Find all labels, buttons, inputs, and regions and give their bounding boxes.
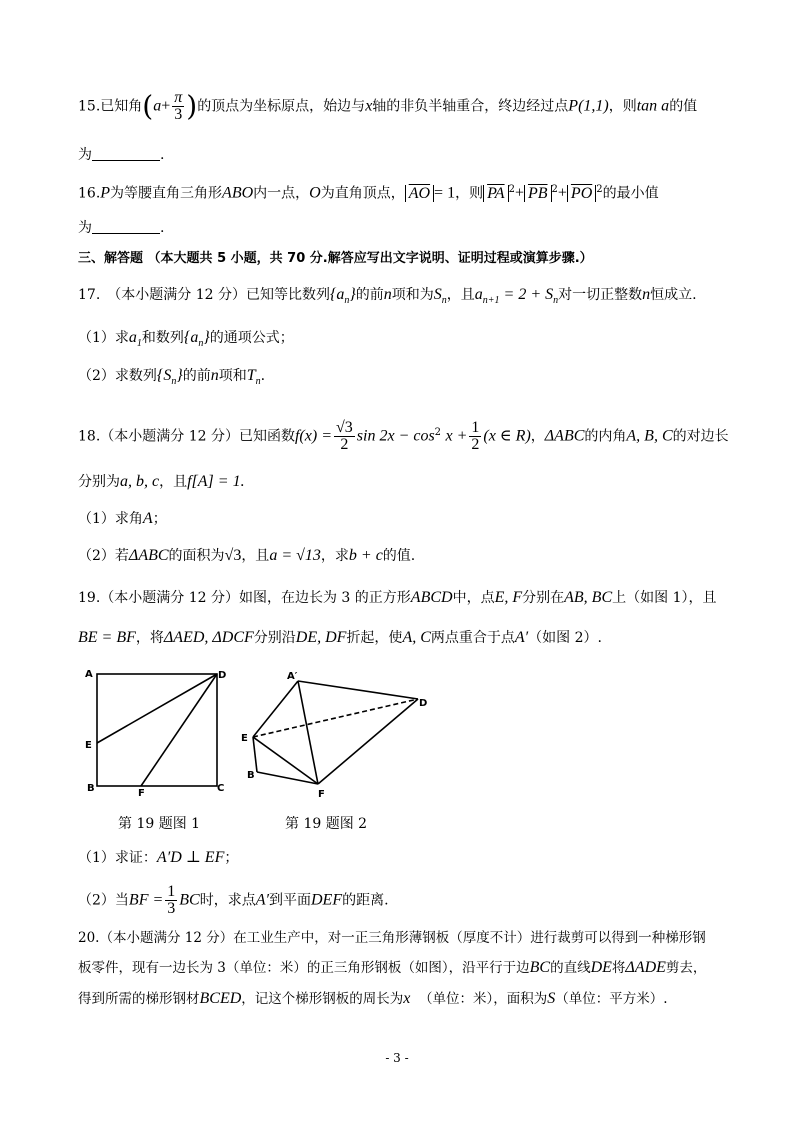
- q18-text: 的面积为: [168, 548, 225, 564]
- q18-text: ，求: [320, 548, 349, 564]
- q18-p1: （1）求角: [78, 511, 143, 527]
- frac-num: 1: [167, 883, 176, 900]
- vec-AO: $\overline{AO}$: [408, 184, 431, 202]
- label-E: E: [241, 733, 248, 744]
- q19-text: 分别在: [522, 590, 565, 606]
- q18-bc: b + c: [348, 547, 383, 564]
- label-Ap: A′: [287, 671, 298, 682]
- q20-text: 的直线: [550, 960, 591, 976]
- paren-close: ): [186, 89, 198, 123]
- t: }: [203, 329, 210, 346]
- sq: 2: [508, 184, 515, 195]
- vec-PA: $\overline{PA}$: [487, 184, 505, 202]
- q20-text: 将: [611, 960, 626, 976]
- q15-text: 已知角: [100, 98, 143, 115]
- q19-fig2-caption: 第 19 题图 2: [285, 816, 368, 832]
- q19-text: ，将: [135, 630, 164, 646]
- frac-num: √3: [335, 419, 353, 436]
- frac-den: 3: [174, 106, 183, 123]
- t: T: [246, 367, 256, 384]
- q19-part1: [78, 848, 238, 868]
- q19-text: 上（如图 1），且: [612, 590, 717, 606]
- q20-line1: 20.（本小题满分 12 分）在工业生产中，对一正三角形薄钢板（厚度不计）进行裁剪可以得到一种梯形钢: [78, 930, 706, 946]
- section-note: （本大题共 5 小题，共 70 分.解答应写出文字说明、证明过程或演算步骤.）: [147, 251, 593, 266]
- q17-text: 的前: [355, 287, 384, 303]
- q15-line1: [78, 90, 697, 123]
- q20-DE: DE: [590, 959, 612, 976]
- q15-text: .: [160, 147, 165, 163]
- q15-text: 的值: [669, 98, 698, 115]
- label-F: F: [138, 788, 145, 796]
- q16-answer-blank[interactable]: [92, 219, 160, 234]
- q18-text: ，且: [159, 474, 188, 490]
- segment-EB: [253, 737, 257, 772]
- q18-text: （2）若: [78, 548, 129, 564]
- q17-an: [329, 286, 356, 307]
- t: n: [255, 376, 261, 388]
- q15-point-P: P(1,1): [568, 97, 609, 115]
- q18-part2: [78, 546, 415, 566]
- q17-text: ，且: [446, 287, 475, 303]
- t: }: [176, 367, 183, 384]
- q18-ABC: A, B, C: [626, 427, 673, 445]
- q16-eq: = 1: [434, 184, 456, 202]
- q18-line1: [78, 420, 729, 453]
- q18-text: 分别为: [78, 474, 120, 490]
- q17-p1b: 和数列: [141, 330, 184, 346]
- segment-ApF: [298, 681, 318, 784]
- q17-line1: [78, 285, 697, 311]
- q18-fx: f(x) =: [294, 427, 332, 445]
- q19-Ap: A′: [514, 629, 529, 646]
- q20-BC: BC: [529, 959, 551, 976]
- q16-text: ，则: [455, 185, 484, 202]
- q20-text: 剪去，: [665, 960, 707, 976]
- q20-text: （单位：平方米）.: [555, 991, 668, 1007]
- label-F: F: [318, 789, 325, 800]
- frac-num: 1: [471, 419, 480, 436]
- q18-A: A: [142, 510, 153, 527]
- sq: 2: [596, 184, 603, 195]
- q19-DEDF: DE, DF: [295, 629, 347, 646]
- q18-text: 的内角: [584, 428, 627, 445]
- vec-PO: $\overline{PO}$: [570, 184, 593, 202]
- plus: +: [514, 184, 524, 202]
- label-D: D: [419, 698, 428, 709]
- q19-BC: BC: [179, 891, 200, 909]
- q19-text: 折起，使: [346, 630, 403, 646]
- q18-header: 18.（本小题满分 12 分）已知函数: [78, 428, 295, 445]
- page-number: - 3 -: [385, 1051, 409, 1065]
- q17-Sn-seq: [156, 367, 183, 388]
- plus: +: [557, 184, 567, 202]
- t: n+1: [482, 295, 500, 307]
- q17-n: n: [210, 367, 219, 384]
- q19-text: 到平面: [269, 892, 311, 909]
- q17-p2c: 项和: [218, 368, 247, 384]
- section-label: 三、解答题: [78, 251, 144, 266]
- q16-number: 16.: [78, 185, 101, 202]
- q19-text: 两点重合于点: [430, 630, 515, 646]
- segment-DF: [318, 699, 418, 784]
- q19-text: 的距离.: [342, 892, 389, 909]
- q17-Tn: [246, 367, 261, 388]
- q19-text: 中，点: [452, 590, 495, 606]
- q20-text: （单位：米），面积为: [418, 991, 548, 1007]
- t: }: [349, 286, 356, 303]
- label-D: D: [218, 670, 227, 681]
- q19-text: ；: [224, 850, 239, 866]
- q18-xplus: x +: [445, 427, 468, 445]
- segment-FD: [141, 674, 217, 786]
- q18-half: [469, 420, 481, 453]
- q17-text: 恒成立.: [650, 287, 697, 303]
- q18-domain: (x ∈ R): [483, 427, 531, 445]
- segment-ApE: [253, 681, 298, 737]
- q16-text: 内一点，: [253, 185, 310, 202]
- q18-line2: [78, 472, 245, 492]
- q20-text: 板零件，现有一边长为 3（单位：米）的正三角形钢板（如图），沿平行于边: [78, 960, 530, 976]
- q19-part2: [78, 884, 389, 917]
- q19-p1: （1）求证：: [78, 850, 157, 866]
- t: n: [344, 295, 350, 307]
- t: {a: [329, 286, 345, 303]
- t: n: [198, 338, 204, 350]
- q18-text: ，: [530, 428, 545, 445]
- segment-ED: [97, 674, 217, 743]
- q18-sqrt3: √3: [224, 547, 242, 564]
- segment-ApD: [298, 681, 418, 699]
- q15-text: ，则: [608, 98, 637, 115]
- q16-text: 为: [78, 220, 92, 236]
- q19-EF: E, F: [494, 589, 523, 606]
- q15-text: 为: [78, 147, 92, 163]
- frac-den: 2: [340, 436, 349, 453]
- q20-text: ，记这个梯形钢板的周长为: [241, 991, 404, 1007]
- q19-header: 19.（本小题满分 12 分）如图，在边长为 3 的正方形: [78, 590, 411, 606]
- paren-open: (: [142, 89, 154, 123]
- q18-text: ，且: [241, 548, 270, 564]
- q17-part2: [78, 366, 265, 392]
- t: n: [171, 376, 177, 388]
- t: 1: [136, 338, 142, 350]
- q16-abs-PO: [567, 185, 596, 202]
- frac-den: 3: [167, 900, 176, 917]
- q19-AC: A, C: [402, 629, 431, 646]
- q17-text: 项和为: [391, 287, 434, 303]
- t: {S: [156, 367, 172, 384]
- q19-BF: BF =: [128, 891, 164, 909]
- q19-text: （2）当: [78, 892, 129, 909]
- t: {a: [183, 329, 199, 346]
- q16-ABO: ABO: [222, 184, 254, 202]
- q15-text: 轴的非负半轴重合，终边经过点: [372, 98, 569, 115]
- q15-number: 15.: [78, 98, 101, 115]
- q18-sqrt3-over-2: [334, 420, 355, 453]
- q15-angle-a: a: [153, 97, 162, 115]
- label-B: B: [247, 770, 255, 781]
- q20-line2: [78, 958, 706, 978]
- q19-fig1-caption: 第 19 题图 1: [118, 816, 201, 832]
- frac-den: 2: [471, 436, 480, 453]
- q18-abc: a, b, c: [120, 473, 160, 490]
- label-A: A: [85, 669, 93, 680]
- q18-text: ；: [152, 511, 167, 527]
- q19-ABBC: AB, BC: [564, 589, 613, 606]
- q18-tri: ΔABC: [128, 547, 169, 564]
- q15-text: 的顶点为坐标原点，始边与: [197, 98, 366, 115]
- q16-abs-PA: [483, 185, 508, 202]
- q19-text: （如图 2）.: [528, 630, 602, 646]
- q15-plus: +: [161, 97, 171, 115]
- q17-p2d: .: [260, 368, 266, 384]
- t: n: [553, 295, 559, 307]
- q19-figure-2: [238, 666, 438, 802]
- q15-tan: tan a: [636, 97, 670, 115]
- label-E: E: [85, 740, 92, 751]
- q16-O: O: [309, 184, 321, 202]
- q20-ADE: ΔADE: [625, 959, 666, 976]
- label-C: C: [217, 783, 225, 794]
- q17-part1: [78, 328, 294, 354]
- sq: 2: [551, 184, 558, 195]
- q17-p2: （2）求数列: [78, 368, 157, 384]
- q17-p1c: 的通项公式；: [209, 330, 294, 346]
- q16-P: P: [100, 184, 111, 202]
- q20-text: 得到所需的梯形钢材: [78, 991, 200, 1007]
- q15-x: x: [365, 97, 373, 115]
- q20-BCED: BCED: [199, 990, 242, 1007]
- q20-S: S: [547, 990, 556, 1007]
- q17-recurrence: [474, 286, 559, 307]
- q19-figure-1: [84, 666, 234, 796]
- q19-line1: [78, 588, 716, 608]
- q17-n: n: [383, 286, 392, 303]
- q16-abs-AO: [405, 185, 434, 202]
- q16-abs-PB: [524, 185, 552, 202]
- q18-fA: f[A] = 1.: [187, 473, 245, 490]
- frac-num: π: [174, 89, 183, 106]
- t: a: [128, 329, 137, 346]
- q18-a: a = √13: [269, 547, 321, 564]
- q17-an-seq: [183, 329, 210, 350]
- q19-one-third: [165, 884, 177, 917]
- q18-tri: ΔABC: [544, 427, 585, 445]
- q20-line3: [78, 989, 668, 1009]
- q16-text: 为等腰直角三角形: [110, 185, 223, 202]
- vec-PB: $\overline{PB}$: [527, 184, 548, 202]
- q17-n: n: [642, 286, 651, 303]
- q19-text: 分别沿: [253, 630, 296, 646]
- q19-tris: ΔAED, ΔDCF: [163, 629, 254, 646]
- q15-line2: [78, 145, 164, 165]
- t: n: [441, 295, 447, 307]
- q16-text: 的最小值: [602, 185, 659, 202]
- t: S: [433, 286, 442, 303]
- q15-pi-over-3: [172, 90, 184, 123]
- q19-eq: BE = BF: [78, 629, 136, 646]
- label-B: B: [87, 783, 95, 794]
- q17-p1: （1）求: [78, 330, 129, 346]
- square-ABCD: [97, 674, 217, 786]
- q19-line2: [78, 628, 602, 648]
- q15-answer-blank[interactable]: [92, 146, 160, 161]
- q18-part1: [78, 509, 167, 529]
- q19-perp: A′D ⊥ EF: [156, 849, 225, 866]
- q18-text: 的对边长: [672, 428, 729, 445]
- q17-header: 17. （本小题满分 12 分）已知等比数列: [78, 287, 330, 303]
- q19-DEF: DEF: [311, 891, 343, 909]
- q20-x: x: [403, 990, 411, 1007]
- q18-text: 的值.: [382, 548, 416, 564]
- segment-ED-hidden: [253, 699, 418, 737]
- t: a: [474, 286, 483, 303]
- section-3-heading: [78, 249, 593, 269]
- q19-Ap: A′: [255, 891, 269, 909]
- q18-sin: sin 2x − cos: [356, 427, 435, 445]
- q16-line1: [78, 180, 659, 204]
- q19-text: 时，求点: [199, 892, 256, 909]
- q17-text: 对一切正整数: [558, 287, 643, 303]
- q16-line2: [78, 218, 164, 238]
- q17-a1: [128, 329, 142, 350]
- q17-p2b: 的前: [182, 368, 211, 384]
- q17-Sn: [433, 286, 447, 307]
- q16-text: 为直角顶点，: [320, 185, 405, 202]
- t: = 2 + S: [503, 286, 554, 303]
- q19-ABCD: ABCD: [410, 589, 453, 606]
- q16-text: .: [160, 220, 165, 236]
- sq: 2: [434, 426, 442, 438]
